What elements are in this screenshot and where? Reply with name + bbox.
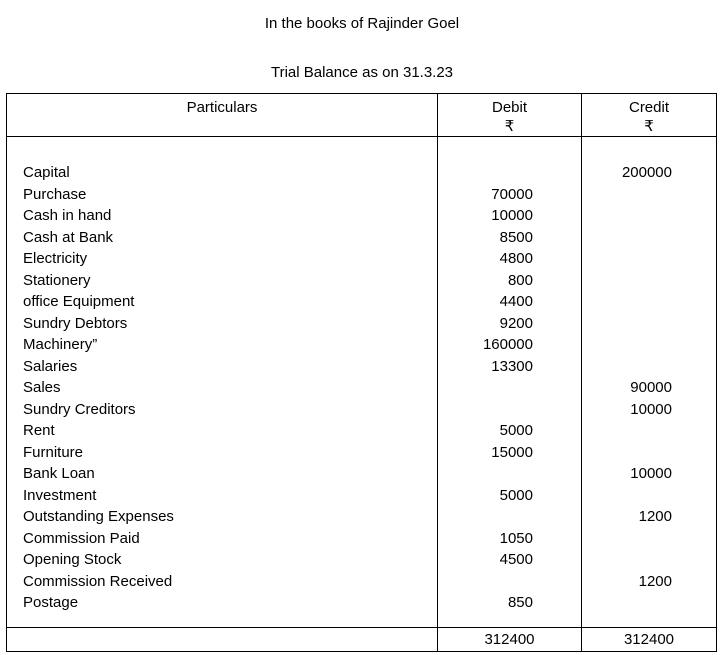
trial-balance-table [6, 93, 717, 652]
rupee-icon-debit: ₹ [504, 117, 515, 135]
row-particular-label: Electricity [23, 250, 88, 267]
row-credit-amount [582, 291, 716, 313]
rupee-icon-credit: ₹ [644, 117, 654, 135]
row-credit-amount [582, 184, 716, 206]
column-particulars [7, 137, 437, 627]
row-debit-amount: 15000 [491, 443, 533, 461]
row-credit-amount [582, 549, 716, 571]
total-credit: 312400 [623, 631, 675, 648]
header-particulars [7, 94, 437, 136]
header-debit [437, 94, 582, 136]
row-debit-amount: 70000 [491, 185, 533, 203]
row-debit-amount: 5000 [499, 486, 533, 504]
row-credit-amount: 10000 [630, 400, 672, 418]
row-particular-label: Outstanding Expenses [23, 508, 174, 525]
row-particular-label: Rent [23, 422, 55, 439]
row-particular-label: Machinery” [23, 336, 98, 353]
row-particular-label: Sundry Creditors [23, 400, 136, 418]
row-particular-label: Sundry Debtors [23, 314, 128, 332]
row-debit-amount [438, 377, 581, 399]
row-particular-label: Furniture [23, 443, 84, 461]
row-debit-amount [438, 506, 581, 528]
row-particular-label: Opening Stock [23, 551, 122, 568]
row-credit-amount [582, 592, 716, 614]
row-debit-amount: 9200 [499, 314, 533, 332]
row-particular-label: Investment [23, 486, 97, 504]
row-debit-amount: 10000 [491, 207, 533, 224]
table-header-row [7, 94, 716, 137]
row-credit-amount [582, 442, 716, 464]
row-credit-amount: 90000 [630, 379, 672, 396]
row-credit-amount [582, 227, 716, 249]
row-debit-amount: 13300 [491, 357, 533, 375]
row-particular-label: Bank Loan [23, 465, 95, 482]
row-credit-amount [582, 528, 716, 550]
row-debit-amount: 4800 [499, 250, 533, 267]
row-credit-amount: 1200 [638, 508, 672, 525]
row-credit-amount: 1200 [638, 572, 672, 590]
total-debit: 312400 [437, 628, 582, 651]
row-particular-label: Stationery [23, 271, 91, 289]
row-credit-amount [582, 334, 716, 356]
row-credit-amount: 200000 [621, 164, 672, 181]
row-debit-amount: 850 [507, 594, 533, 611]
row-debit-amount [438, 571, 581, 593]
row-credit-amount [582, 356, 716, 378]
row-debit-amount: 1050 [499, 529, 533, 547]
table-body-row [7, 137, 716, 627]
header-credit [582, 94, 716, 136]
table-total-row [7, 627, 716, 651]
row-particular-label: Sales [23, 379, 61, 396]
column-credit [582, 137, 716, 627]
row-particular-label: Cash in hand [23, 207, 112, 224]
row-debit-amount [438, 162, 581, 184]
row-particular-label: Capital [23, 164, 70, 181]
row-debit-amount [438, 463, 581, 485]
row-credit-amount [582, 248, 716, 270]
header-particulars-label: Particulars [186, 99, 258, 116]
row-debit-amount: 4400 [499, 293, 533, 310]
row-credit-amount [582, 420, 716, 442]
row-credit-amount [582, 485, 716, 507]
header-debit-label: Debit [491, 99, 528, 116]
row-particular-label: Salaries [23, 357, 78, 375]
row-debit-amount: 8500 [499, 228, 533, 246]
column-debit [437, 137, 582, 627]
row-particular-label: office Equipment [23, 293, 135, 310]
row-debit-amount [438, 399, 581, 421]
header-credit-label: Credit [628, 99, 669, 116]
page-title: In the books of Rajinder Goel [264, 15, 460, 32]
row-particular-label: Cash at Bank [23, 228, 114, 246]
row-debit-amount: 800 [507, 271, 533, 289]
total-blank-cell [7, 628, 437, 651]
row-particular-label: Commission Paid [23, 529, 140, 547]
row-credit-amount [582, 270, 716, 292]
row-particular-label: Purchase [23, 185, 87, 203]
row-credit-amount [582, 205, 716, 227]
statement-title: Trial Balance as on 31.3.23 [270, 64, 454, 81]
row-debit-amount: 160000 [482, 336, 533, 353]
row-debit-amount: 5000 [499, 422, 533, 439]
row-credit-amount [582, 313, 716, 335]
row-debit-amount: 4500 [499, 551, 533, 568]
row-credit-amount: 10000 [630, 465, 672, 482]
row-particular-label: Commission Received [23, 572, 173, 590]
row-particular-label: Postage [23, 594, 79, 611]
